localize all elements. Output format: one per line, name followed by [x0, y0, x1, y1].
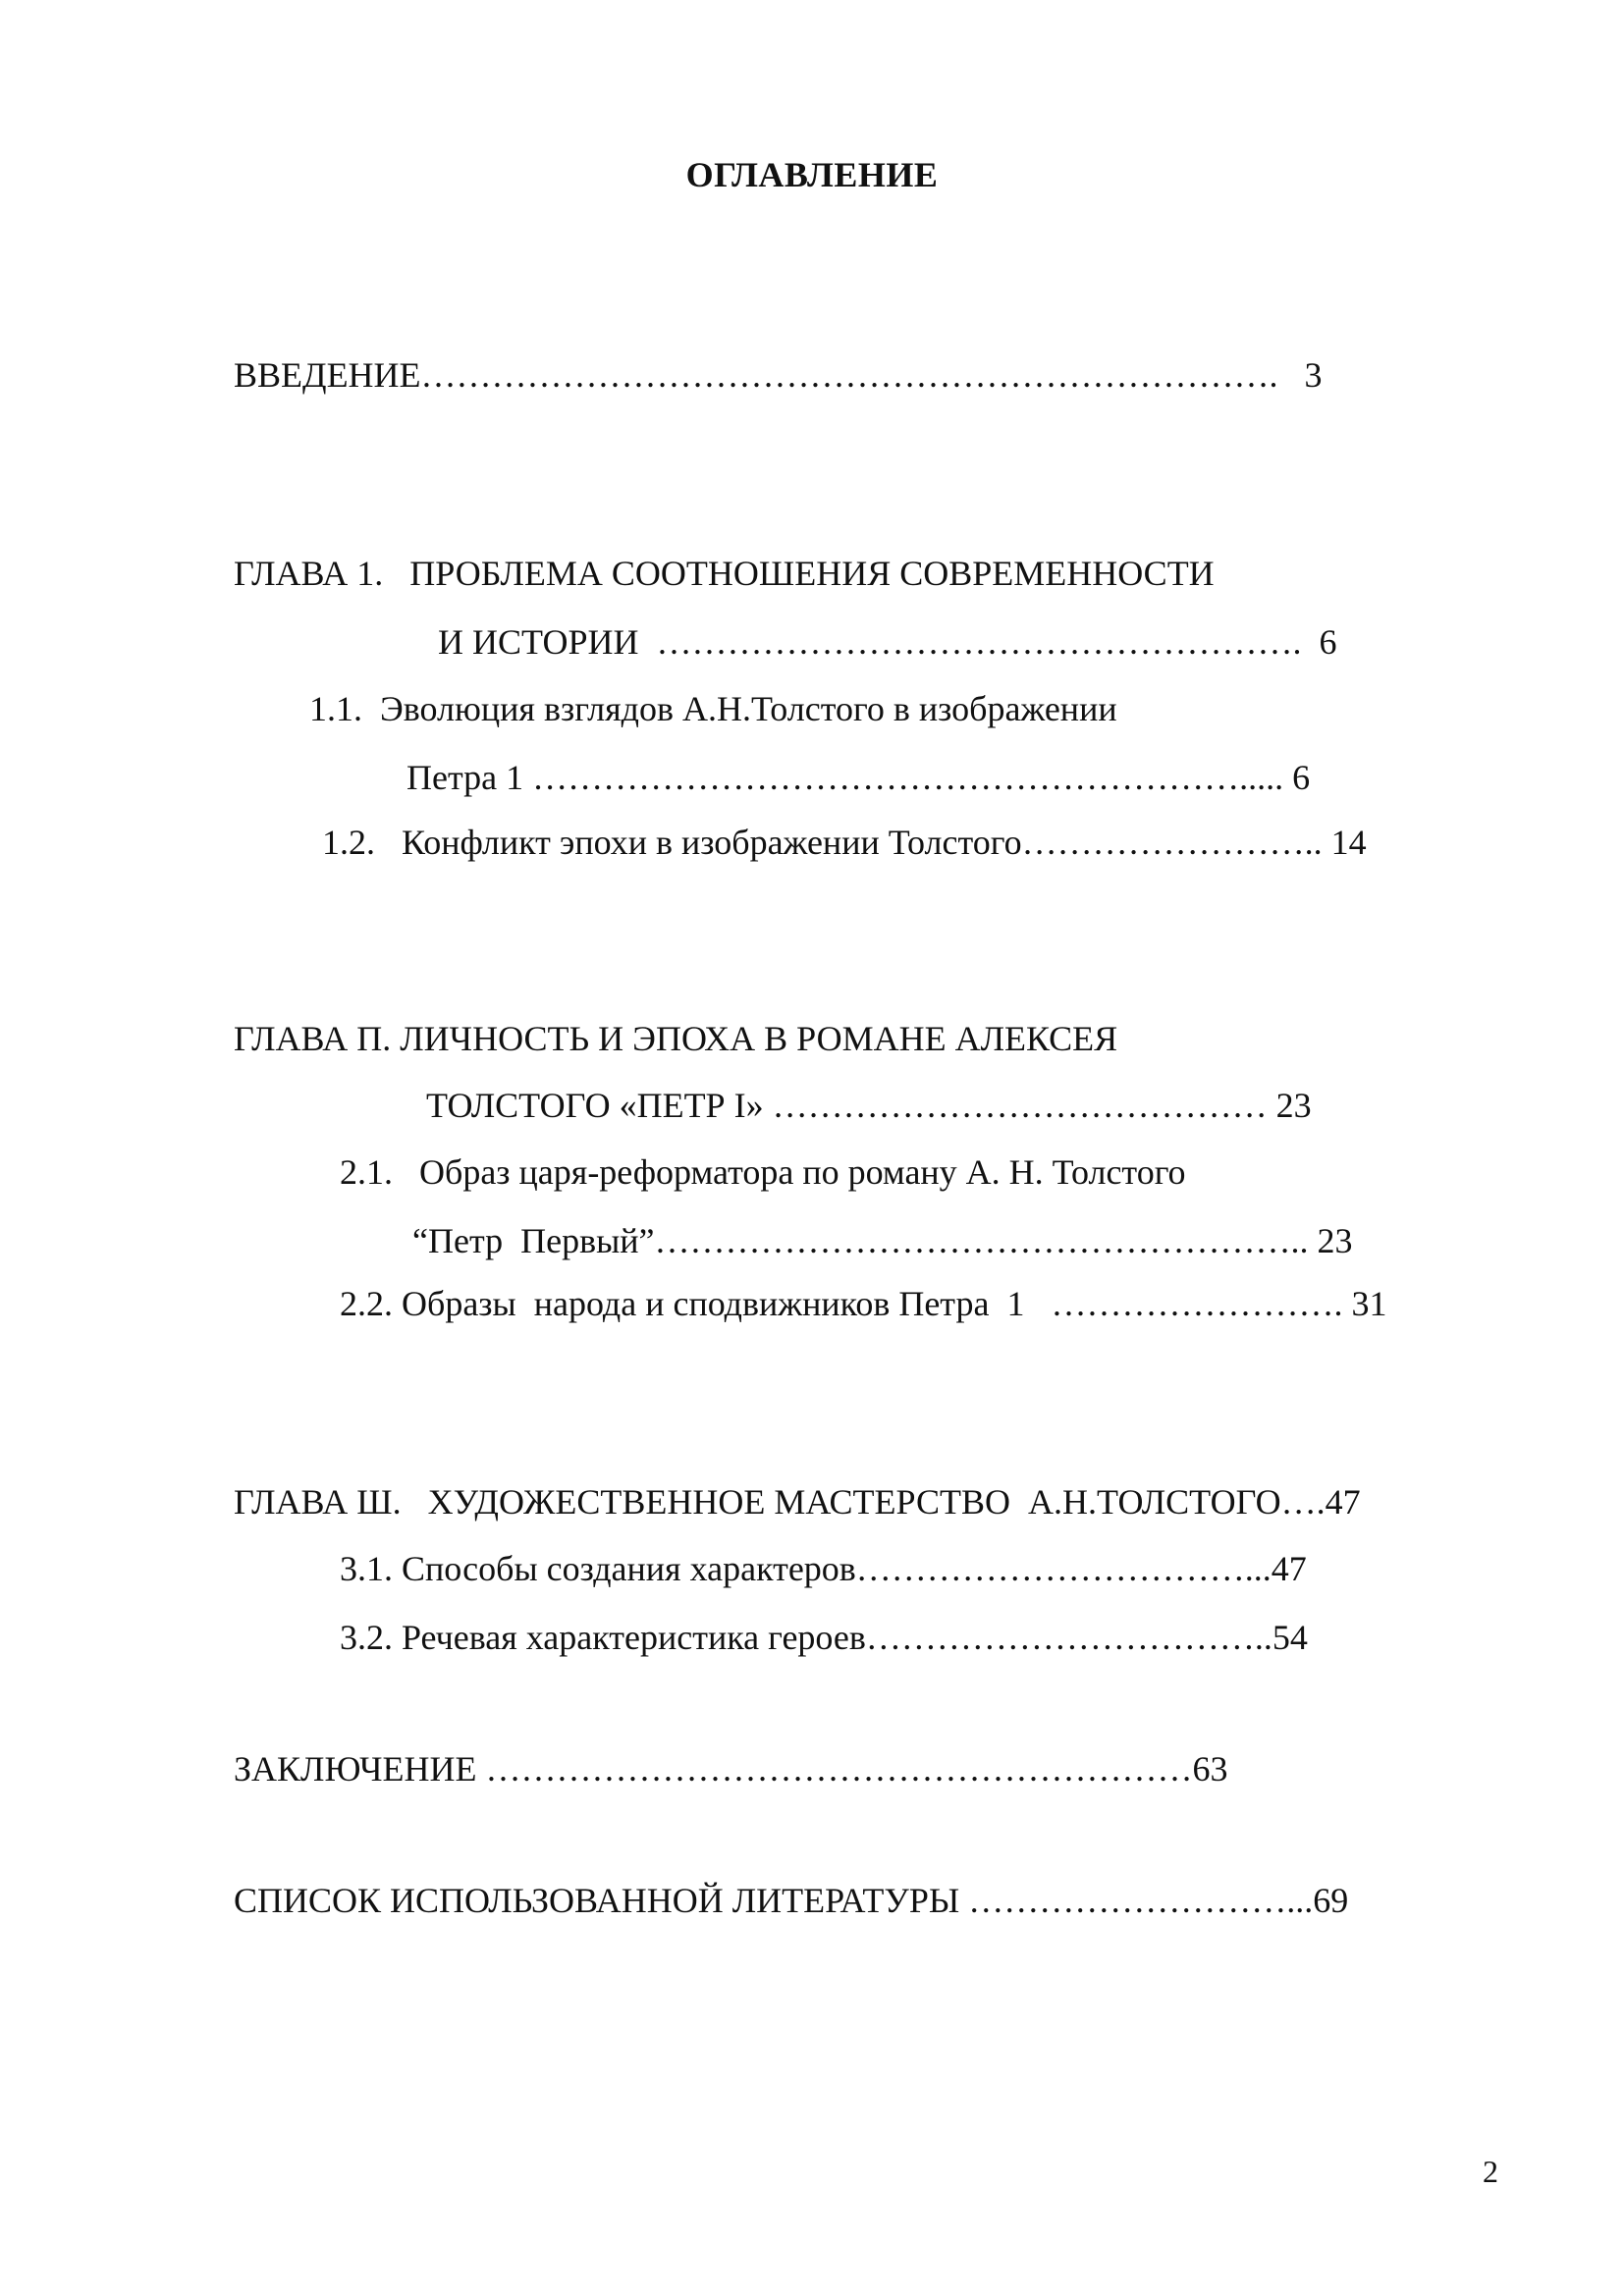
toc-entry-section-2-1-line-2: “Петр Первый”……………………………………………….. 23	[412, 1221, 1353, 1260]
toc-entry-section-2-1-line-1: 2.1. Образ царя-реформатора по роману А. Н. Толстого	[340, 1152, 1186, 1192]
toc-entry-chapter-3: ГЛАВА Ш. ХУДОЖЕСТВЕННОЕ МАСТЕРСТВО А.Н.ТОЛСТОГО….47	[234, 1482, 1361, 1522]
page-title: ОГЛАВЛЕНИЕ	[685, 155, 939, 194]
toc-entry-conclusion: ЗАКЛЮЧЕНИЕ ……………………………………………………63	[234, 1749, 1228, 1789]
toc-entry-chapter-1-line-1: ГЛАВА 1. ПРОБЛЕМА СООТНОШЕНИЯ СОВРЕМЕННОСТИ	[234, 554, 1215, 593]
toc-entry-section-2-2: 2.2. Образы народа и сподвижников Петра 1 ……………………. 31	[340, 1284, 1387, 1323]
toc-entry-section-1-1-line-1: 1.1. Эволюция взглядов А.Н.Толстого в изображении	[309, 689, 1117, 728]
toc-entry-section-3-1: 3.1. Способы создания характеров……………………………...47	[340, 1549, 1307, 1588]
toc-entry-section-1-1-line-2: Петра 1 ……………………………………………………..... 6	[406, 758, 1311, 797]
toc-entry-section-3-2: 3.2. Речевая характеристика героев……………………………..54	[340, 1618, 1308, 1657]
toc-entry-chapter-2-line-2: ТОЛСТОГО «ПЕТР I» …………………………………… 23	[426, 1086, 1312, 1125]
toc-entry-chapter-1-line-2: И ИСТОРИИ ………………………………………………. 6	[438, 622, 1337, 662]
toc-entry-bibliography: СПИСОК ИСПОЛЬЗОВАННОЙ ЛИТЕРАТУРЫ ………………………...69	[234, 1881, 1349, 1920]
toc-entry-chapter-2-line-1: ГЛАВА П. ЛИЧНОСТЬ И ЭПОХА В РОМАНЕ АЛЕКСЕЯ	[234, 1019, 1118, 1058]
page-number: 2	[1483, 2154, 1498, 2189]
toc-entry-introduction: ВВЕДЕНИЕ………………………………………………………………. 3	[234, 355, 1323, 395]
toc-entry-section-1-2: 1.2. Конфликт эпохи в изображении Толстого…………………….. 14	[322, 823, 1367, 862]
